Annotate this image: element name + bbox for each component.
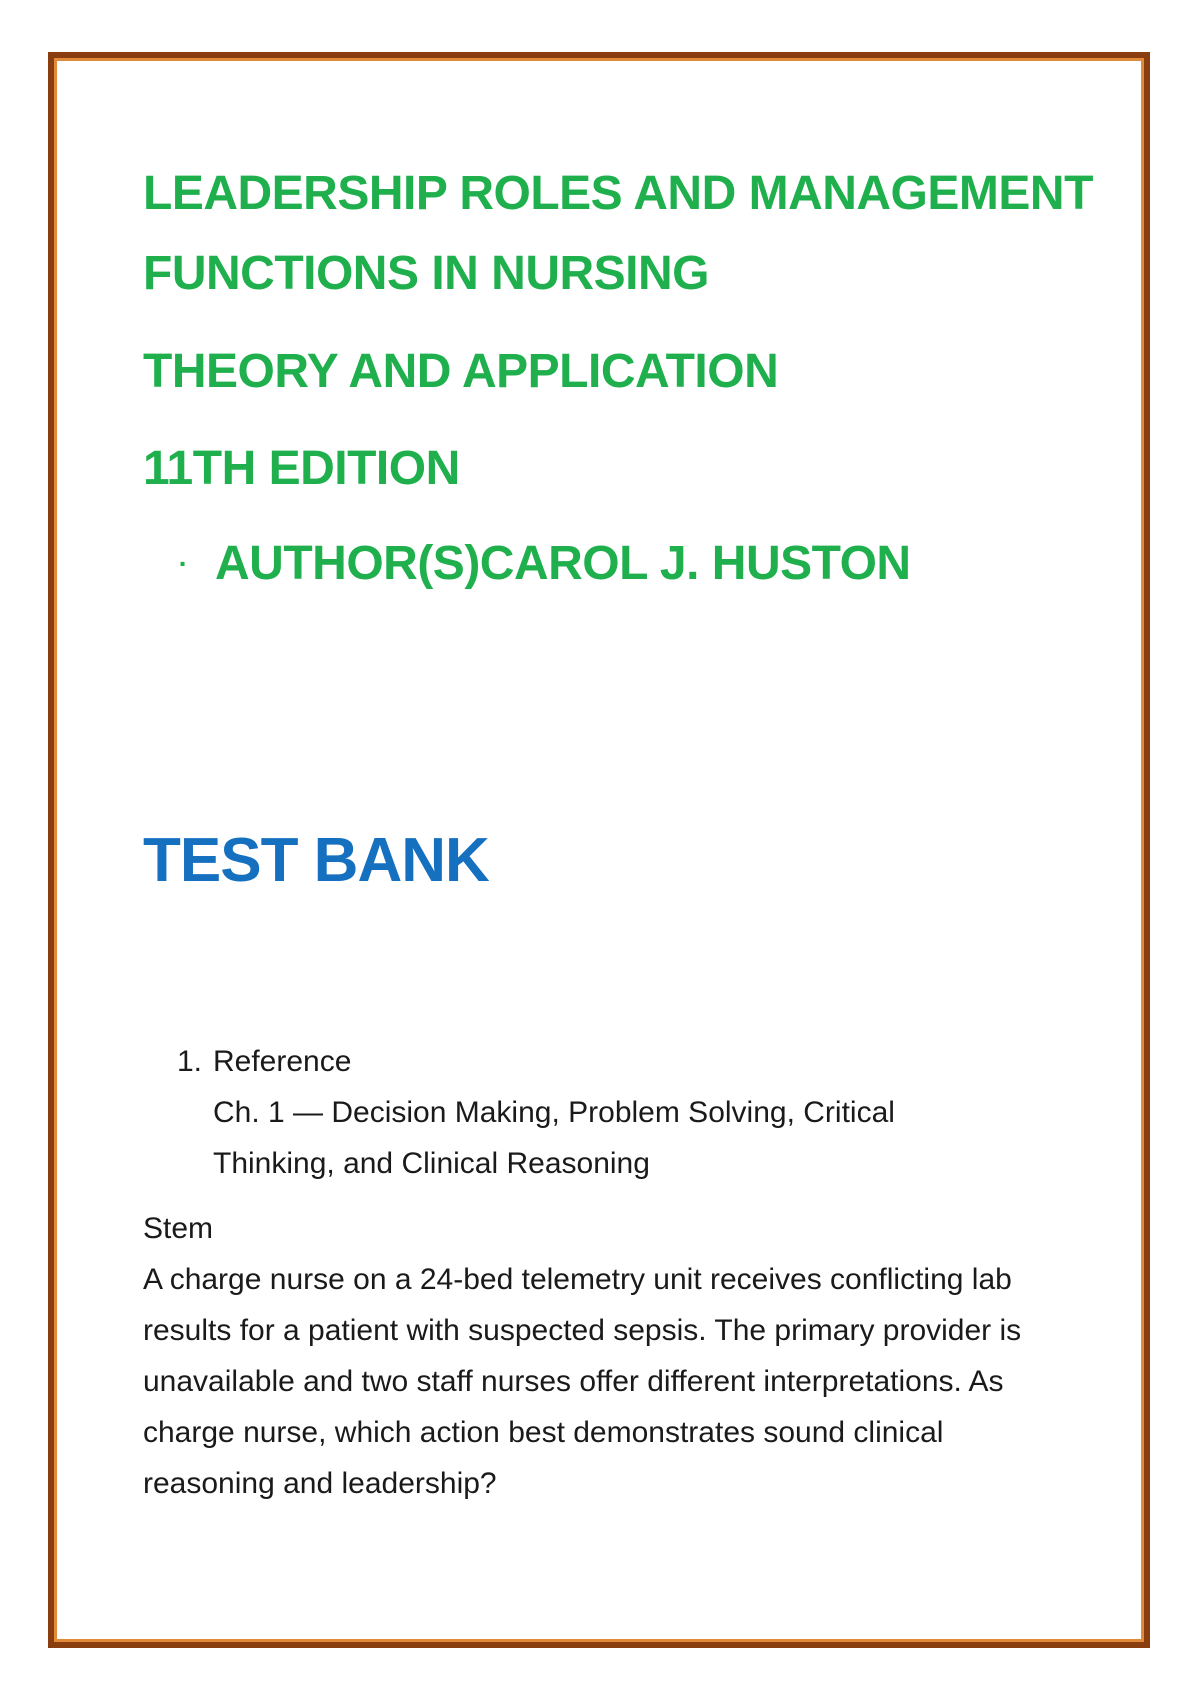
- stem-text: A charge nurse on a 24-bed telemetry unit receives conflicting lab results for a patient with suspected sepsis. The primary provider is unavailable and two staff nurses offer different interpretations. As charge nurse, which action best demonstrates sound clinical reasoning and leadership?: [143, 1263, 1022, 1500]
- bullet-icon: ·: [178, 548, 188, 579]
- question-block: [143, 1036, 1063, 1509]
- book-edition: 11TH EDITION: [143, 442, 460, 495]
- book-title-line-1: LEADERSHIP ROLES AND MANAGEMENT: [143, 167, 1093, 220]
- question-number: 1.: [177, 1045, 203, 1078]
- reference-text: Ch. 1 — Decision Making, Problem Solving, Critical Thinking, and Clinical Reasoning: [213, 1096, 895, 1180]
- book-subtitle: THEORY AND APPLICATION: [143, 345, 779, 398]
- author-text: AUTHOR(S)CAROL J. HUSTON: [215, 537, 911, 590]
- reference-item: [177, 1036, 1063, 1189]
- book-title-line-2: FUNCTIONS IN NURSING: [143, 247, 709, 300]
- section-heading: TEST BANK: [143, 826, 489, 895]
- reference-label: Reference: [213, 1045, 352, 1078]
- author-line: [143, 537, 911, 590]
- reference-body: [213, 1036, 1063, 1189]
- stem-label: Stem: [143, 1212, 214, 1245]
